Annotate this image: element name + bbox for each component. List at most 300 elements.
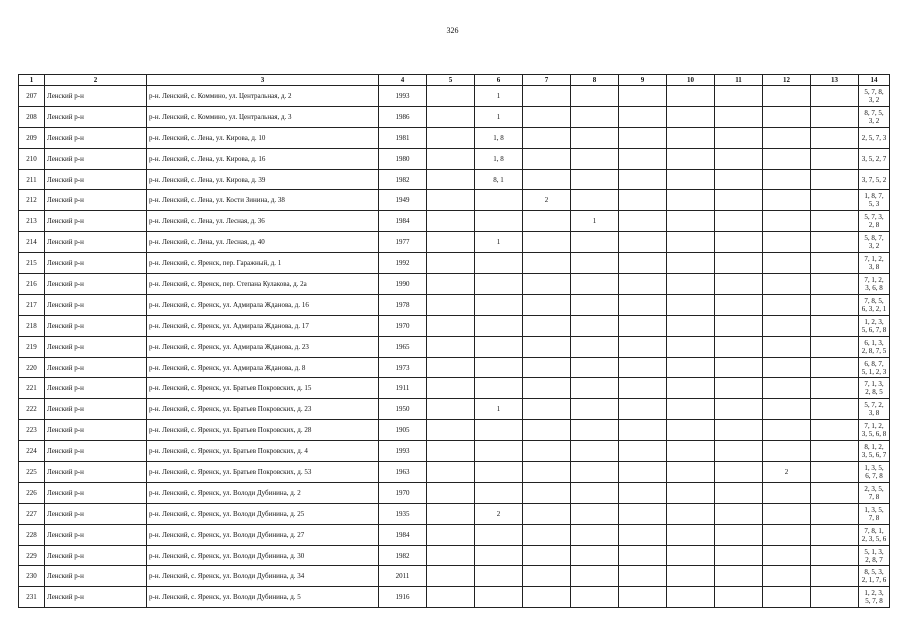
col7-cell [523, 253, 571, 274]
col8-cell [571, 148, 619, 169]
table-row [19, 274, 890, 295]
col6-cell: 1, 8 [475, 127, 523, 148]
col14-cell: 8, 1, 2, 3, 5, 6, 7 [859, 441, 890, 462]
col6-cell [475, 294, 523, 315]
col8-cell: 1 [571, 211, 619, 232]
col11-cell [715, 169, 763, 190]
table-row [19, 566, 890, 587]
col7-cell [523, 86, 571, 107]
col14-cell: 1, 3, 5, 6, 7, 8 [859, 462, 890, 483]
column-header-13: 13 [811, 75, 859, 86]
address-cell: р-н. Ленский, с. Яренск, ул. Володи Дубинина, д. 5 [147, 587, 379, 608]
district-cell: Ленский р-н [45, 545, 147, 566]
col8-cell [571, 378, 619, 399]
col13-cell [811, 462, 859, 483]
col14-cell: 8, 7, 5, 3, 2 [859, 106, 890, 127]
col14-cell: 2, 5, 7, 3 [859, 127, 890, 148]
col10-cell [667, 315, 715, 336]
registry-table [18, 74, 890, 608]
column-header-6: 6 [475, 75, 523, 86]
table-row [19, 503, 890, 524]
address-cell: р-н. Ленский, с. Яренск, ул. Володи Дубинина, д. 30 [147, 545, 379, 566]
col6-cell [475, 462, 523, 483]
col12-cell [763, 524, 811, 545]
col14-cell: 3, 5, 2, 7 [859, 148, 890, 169]
col9-cell [619, 253, 667, 274]
table-row [19, 315, 890, 336]
table-row [19, 378, 890, 399]
col14-cell: 5, 7, 8, 3, 2 [859, 86, 890, 107]
address-cell: р-н. Ленский, с. Лена, ул. Кирова, д. 39 [147, 169, 379, 190]
col6-cell [475, 441, 523, 462]
table-row [19, 169, 890, 190]
col12-cell [763, 294, 811, 315]
col10-cell [667, 503, 715, 524]
col5-cell [427, 106, 475, 127]
col12-cell [763, 420, 811, 441]
col7-cell [523, 378, 571, 399]
col14-cell: 7, 1, 2, 3, 5, 6, 8 [859, 420, 890, 441]
district-cell: Ленский р-н [45, 106, 147, 127]
header-row [19, 75, 890, 86]
year-cell: 1978 [379, 294, 427, 315]
col12-cell [763, 148, 811, 169]
col12-cell [763, 503, 811, 524]
col5-cell [427, 211, 475, 232]
col12-cell [763, 399, 811, 420]
col12-cell [763, 211, 811, 232]
col7-cell [523, 211, 571, 232]
col12-cell [763, 545, 811, 566]
row-number: 216 [19, 274, 45, 295]
col7-cell [523, 148, 571, 169]
row-number: 212 [19, 190, 45, 211]
col8-cell [571, 106, 619, 127]
col8-cell [571, 545, 619, 566]
year-cell: 1993 [379, 441, 427, 462]
col6-cell [475, 274, 523, 295]
row-number: 230 [19, 566, 45, 587]
year-cell: 1982 [379, 169, 427, 190]
col11-cell [715, 253, 763, 274]
col13-cell [811, 190, 859, 211]
col6-cell [475, 357, 523, 378]
col7-cell [523, 357, 571, 378]
row-number: 226 [19, 482, 45, 503]
col5-cell [427, 315, 475, 336]
year-cell: 1905 [379, 420, 427, 441]
col6-cell: 1 [475, 86, 523, 107]
col5-cell [427, 524, 475, 545]
table-row [19, 336, 890, 357]
col6-cell [475, 482, 523, 503]
col11-cell [715, 462, 763, 483]
col13-cell [811, 503, 859, 524]
row-number: 221 [19, 378, 45, 399]
col8-cell [571, 587, 619, 608]
address-cell: р-н. Ленский, с. Яренск, пер. Гаражный, д. 1 [147, 253, 379, 274]
col14-cell: 5, 1, 3, 2, 8, 7 [859, 545, 890, 566]
row-number: 228 [19, 524, 45, 545]
col8-cell [571, 566, 619, 587]
year-cell: 1970 [379, 315, 427, 336]
col13-cell [811, 378, 859, 399]
district-cell: Ленский р-н [45, 274, 147, 295]
col7-cell [523, 169, 571, 190]
col11-cell [715, 378, 763, 399]
row-number: 222 [19, 399, 45, 420]
column-header-2: 2 [45, 75, 147, 86]
row-number: 214 [19, 232, 45, 253]
year-cell: 2011 [379, 566, 427, 587]
col5-cell [427, 482, 475, 503]
table-row [19, 524, 890, 545]
col5-cell [427, 190, 475, 211]
col12-cell [763, 315, 811, 336]
row-number: 224 [19, 441, 45, 462]
district-cell: Ленский р-н [45, 127, 147, 148]
col14-cell: 1, 8, 7, 5, 3 [859, 190, 890, 211]
col11-cell [715, 294, 763, 315]
col5-cell [427, 127, 475, 148]
col10-cell [667, 399, 715, 420]
col5-cell [427, 420, 475, 441]
col12-cell [763, 357, 811, 378]
table-row [19, 190, 890, 211]
col7-cell [523, 587, 571, 608]
page-number: 326 [446, 26, 459, 35]
col12-cell [763, 86, 811, 107]
table-row [19, 148, 890, 169]
column-header-3: 3 [147, 75, 379, 86]
col7-cell [523, 315, 571, 336]
address-cell: р-н. Ленский, с. Яренск, ул. Адмирала Жданова, д. 16 [147, 294, 379, 315]
col6-cell: 1 [475, 232, 523, 253]
address-cell: р-н. Ленский, с. Яренск, пер. Степана Кулакова, д. 2а [147, 274, 379, 295]
col10-cell [667, 253, 715, 274]
address-cell: р-н. Ленский, с. Яренск, ул. Братьев Покровских, д. 23 [147, 399, 379, 420]
col5-cell [427, 462, 475, 483]
row-number: 227 [19, 503, 45, 524]
address-cell: р-н. Ленский, с. Яренск, ул. Адмирала Жданова, д. 23 [147, 336, 379, 357]
row-number: 209 [19, 127, 45, 148]
col8-cell [571, 232, 619, 253]
col6-cell [475, 378, 523, 399]
district-cell: Ленский р-н [45, 232, 147, 253]
col5-cell [427, 253, 475, 274]
address-cell: р-н. Ленский, с. Яренск, ул. Братьев Покровских, д. 53 [147, 462, 379, 483]
col14-cell: 6, 8, 7, 5, 1, 2, 3 [859, 357, 890, 378]
district-cell: Ленский р-н [45, 169, 147, 190]
col13-cell [811, 148, 859, 169]
district-cell: Ленский р-н [45, 503, 147, 524]
year-cell: 1973 [379, 357, 427, 378]
col8-cell [571, 274, 619, 295]
year-cell: 1965 [379, 336, 427, 357]
col11-cell [715, 503, 763, 524]
year-cell: 1993 [379, 86, 427, 107]
col9-cell [619, 169, 667, 190]
col11-cell [715, 127, 763, 148]
col5-cell [427, 232, 475, 253]
row-number: 208 [19, 106, 45, 127]
col10-cell [667, 587, 715, 608]
col7-cell [523, 566, 571, 587]
year-cell: 1984 [379, 211, 427, 232]
col6-cell [475, 566, 523, 587]
col8-cell [571, 169, 619, 190]
col8-cell [571, 127, 619, 148]
col10-cell [667, 190, 715, 211]
district-cell: Ленский р-н [45, 336, 147, 357]
col9-cell [619, 315, 667, 336]
column-header-8: 8 [571, 75, 619, 86]
col11-cell [715, 587, 763, 608]
col10-cell [667, 106, 715, 127]
col13-cell [811, 294, 859, 315]
col11-cell [715, 232, 763, 253]
col13-cell [811, 315, 859, 336]
col11-cell [715, 357, 763, 378]
col10-cell [667, 524, 715, 545]
year-cell: 1935 [379, 503, 427, 524]
col11-cell [715, 524, 763, 545]
col6-cell [475, 190, 523, 211]
col7-cell [523, 545, 571, 566]
col10-cell [667, 274, 715, 295]
table-row [19, 253, 890, 274]
col14-cell: 7, 1, 2, 3, 6, 8 [859, 274, 890, 295]
column-header-1: 1 [19, 75, 45, 86]
col11-cell [715, 399, 763, 420]
col14-cell: 7, 1, 3, 2, 8, 5 [859, 378, 890, 399]
col13-cell [811, 420, 859, 441]
column-header-14: 14 [859, 75, 890, 86]
col14-cell: 2, 3, 5, 7, 8 [859, 482, 890, 503]
col12-cell [763, 336, 811, 357]
district-cell: Ленский р-н [45, 315, 147, 336]
col6-cell [475, 253, 523, 274]
table-row [19, 294, 890, 315]
col8-cell [571, 190, 619, 211]
col14-cell: 5, 7, 2, 3, 8 [859, 399, 890, 420]
col8-cell [571, 482, 619, 503]
col14-cell: 7, 8, 5, 6, 3, 2, 1 [859, 294, 890, 315]
col11-cell [715, 420, 763, 441]
col9-cell [619, 211, 667, 232]
col11-cell [715, 336, 763, 357]
col9-cell [619, 232, 667, 253]
col14-cell: 3, 7, 5, 2 [859, 169, 890, 190]
address-cell: р-н. Ленский, с. Яренск, ул. Володи Дубинина, д. 2 [147, 482, 379, 503]
col9-cell [619, 420, 667, 441]
col8-cell [571, 86, 619, 107]
address-cell: р-н. Ленский, с. Яренск, ул. Братьев Покровских, д. 4 [147, 441, 379, 462]
col6-cell: 1 [475, 106, 523, 127]
col11-cell [715, 86, 763, 107]
table-row [19, 482, 890, 503]
col14-cell: 5, 7, 3, 2, 8 [859, 211, 890, 232]
column-header-10: 10 [667, 75, 715, 86]
row-number: 223 [19, 420, 45, 441]
col8-cell [571, 420, 619, 441]
col6-cell [475, 336, 523, 357]
column-header-11: 11 [715, 75, 763, 86]
col7-cell [523, 462, 571, 483]
col8-cell [571, 462, 619, 483]
col5-cell [427, 86, 475, 107]
col12-cell [763, 190, 811, 211]
col9-cell [619, 587, 667, 608]
col10-cell [667, 462, 715, 483]
col14-cell: 7, 8, 1, 2, 3, 5, 6 [859, 524, 890, 545]
col6-cell: 8, 1 [475, 169, 523, 190]
row-number: 217 [19, 294, 45, 315]
col12-cell [763, 441, 811, 462]
year-cell: 1977 [379, 232, 427, 253]
row-number: 220 [19, 357, 45, 378]
column-header-5: 5 [427, 75, 475, 86]
col11-cell [715, 148, 763, 169]
col9-cell [619, 545, 667, 566]
col9-cell [619, 503, 667, 524]
address-cell: р-н. Ленский, с. Коммино, ул. Центральная, д. 3 [147, 106, 379, 127]
year-cell: 1963 [379, 462, 427, 483]
col5-cell [427, 169, 475, 190]
col11-cell [715, 566, 763, 587]
col7-cell [523, 106, 571, 127]
row-number: 210 [19, 148, 45, 169]
col6-cell [475, 315, 523, 336]
col10-cell [667, 169, 715, 190]
col5-cell [427, 441, 475, 462]
address-cell: р-н. Ленский, с. Лена, ул. Лесная, д. 40 [147, 232, 379, 253]
col8-cell [571, 294, 619, 315]
district-cell: Ленский р-н [45, 566, 147, 587]
col13-cell [811, 441, 859, 462]
col7-cell [523, 232, 571, 253]
col14-cell: 6, 1, 3, 2, 8, 7, 5 [859, 336, 890, 357]
col13-cell [811, 86, 859, 107]
col9-cell [619, 190, 667, 211]
col10-cell [667, 545, 715, 566]
address-cell: р-н. Ленский, с. Коммино, ул. Центральная, д. 2 [147, 86, 379, 107]
col9-cell [619, 378, 667, 399]
district-cell: Ленский р-н [45, 357, 147, 378]
col13-cell [811, 106, 859, 127]
col9-cell [619, 441, 667, 462]
col9-cell [619, 127, 667, 148]
district-cell: Ленский р-н [45, 190, 147, 211]
col9-cell [619, 106, 667, 127]
col12-cell [763, 127, 811, 148]
col11-cell [715, 106, 763, 127]
col12-cell [763, 253, 811, 274]
col5-cell [427, 294, 475, 315]
col13-cell [811, 232, 859, 253]
col6-cell [475, 524, 523, 545]
col9-cell [619, 524, 667, 545]
col13-cell [811, 399, 859, 420]
col12-cell [763, 169, 811, 190]
col13-cell [811, 169, 859, 190]
table-header [19, 75, 890, 86]
district-cell: Ленский р-н [45, 86, 147, 107]
col7-cell [523, 420, 571, 441]
col7-cell [523, 441, 571, 462]
col13-cell [811, 357, 859, 378]
col10-cell [667, 357, 715, 378]
district-cell: Ленский р-н [45, 441, 147, 462]
year-cell: 1970 [379, 482, 427, 503]
col11-cell [715, 482, 763, 503]
col8-cell [571, 357, 619, 378]
row-number: 231 [19, 587, 45, 608]
col11-cell [715, 274, 763, 295]
address-cell: р-н. Ленский, с. Лена, ул. Кости Зинина, д. 38 [147, 190, 379, 211]
col12-cell: 2 [763, 462, 811, 483]
col8-cell [571, 399, 619, 420]
col8-cell [571, 524, 619, 545]
col7-cell [523, 503, 571, 524]
district-cell: Ленский р-н [45, 399, 147, 420]
col8-cell [571, 315, 619, 336]
col9-cell [619, 294, 667, 315]
year-cell: 1949 [379, 190, 427, 211]
address-cell: р-н. Ленский, с. Яренск, ул. Братьев Покровских, д. 15 [147, 378, 379, 399]
col7-cell [523, 127, 571, 148]
address-cell: р-н. Ленский, с. Лена, ул. Лесная, д. 36 [147, 211, 379, 232]
col9-cell [619, 399, 667, 420]
table-row [19, 86, 890, 107]
col5-cell [427, 545, 475, 566]
col13-cell [811, 545, 859, 566]
column-header-4: 4 [379, 75, 427, 86]
col8-cell [571, 336, 619, 357]
district-cell: Ленский р-н [45, 420, 147, 441]
column-header-7: 7 [523, 75, 571, 86]
table-row [19, 211, 890, 232]
district-cell: Ленский р-н [45, 211, 147, 232]
year-cell: 1980 [379, 148, 427, 169]
row-number: 215 [19, 253, 45, 274]
col6-cell: 1, 8 [475, 148, 523, 169]
col9-cell [619, 482, 667, 503]
col7-cell [523, 482, 571, 503]
address-cell: р-н. Ленский, с. Яренск, ул. Адмирала Жданова, д. 8 [147, 357, 379, 378]
col6-cell: 2 [475, 503, 523, 524]
col13-cell [811, 336, 859, 357]
col7-cell [523, 294, 571, 315]
col8-cell [571, 441, 619, 462]
col13-cell [811, 127, 859, 148]
col9-cell [619, 357, 667, 378]
col12-cell [763, 482, 811, 503]
year-cell: 1984 [379, 524, 427, 545]
col14-cell: 1, 3, 5, 7, 8 [859, 503, 890, 524]
col10-cell [667, 336, 715, 357]
row-number: 219 [19, 336, 45, 357]
column-header-9: 9 [619, 75, 667, 86]
address-cell: р-н. Ленский, с. Лена, ул. Кирова, д. 16 [147, 148, 379, 169]
col9-cell [619, 566, 667, 587]
col14-cell: 5, 8, 7, 3, 2 [859, 232, 890, 253]
col10-cell [667, 232, 715, 253]
year-cell: 1911 [379, 378, 427, 399]
year-cell: 1992 [379, 253, 427, 274]
row-number: 207 [19, 86, 45, 107]
col13-cell [811, 587, 859, 608]
